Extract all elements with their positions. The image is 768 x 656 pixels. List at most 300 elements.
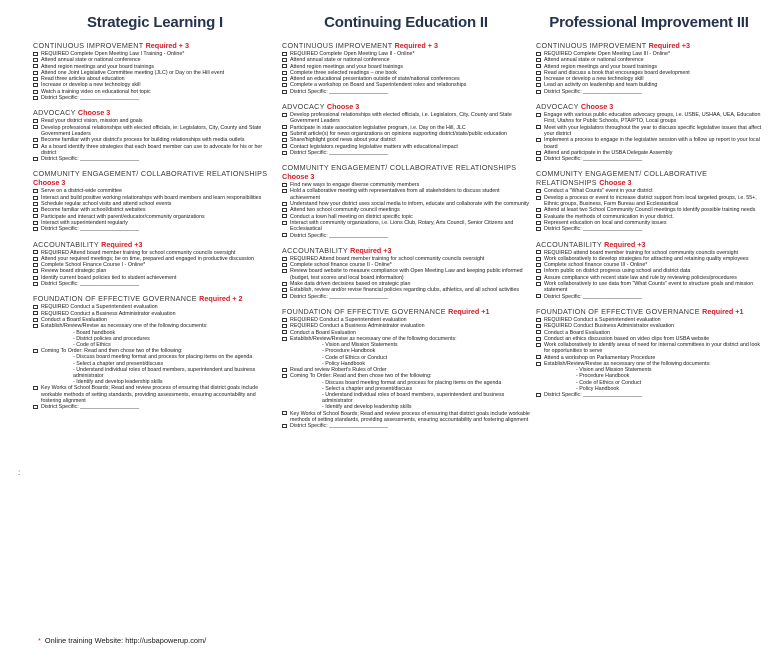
checkbox[interactable] xyxy=(33,250,38,254)
section xyxy=(536,169,762,232)
checklist-item-text: Find new ways to engage diverse community members xyxy=(290,182,420,189)
checkbox[interactable] xyxy=(282,125,287,129)
checklist-item-text: Share/highlight good news about your district xyxy=(290,137,396,144)
section-heading xyxy=(33,294,277,303)
checklist-item xyxy=(536,89,762,95)
section-heading xyxy=(282,102,530,111)
checkbox[interactable] xyxy=(536,208,541,212)
checkbox[interactable] xyxy=(282,282,287,286)
checklist-item-text: Attend your required meetings; be on time, prepared and engaged in productive discussion xyxy=(41,255,254,262)
section-requirement: Choose 3 xyxy=(33,178,66,188)
checklist-item-text: Establish/Review/Revise as necessary one of the following documents: xyxy=(544,360,711,367)
checklist-item-text: District Specific: ____________________ xyxy=(544,88,643,95)
checklist-item xyxy=(33,144,277,157)
checkbox[interactable] xyxy=(282,183,287,187)
checklist-item-text: District Specific: ____________________ xyxy=(290,423,389,430)
checklist-item-text: District Specific: ____________________ xyxy=(290,232,389,239)
checkbox[interactable] xyxy=(536,282,541,286)
checklist-item-text: Watch a training video on educational hot topic xyxy=(41,88,151,95)
checklist-item-text: Attend region meetings and your board trainings xyxy=(544,63,658,70)
checklist-item-text: Establish/Review/Revise as necessary one of the following documents: xyxy=(290,335,457,342)
checkbox[interactable] xyxy=(536,58,541,62)
checklist-item xyxy=(33,281,277,287)
checkbox[interactable] xyxy=(33,64,38,68)
checklist-subitem: - Code of Ethics or Conduct xyxy=(322,354,388,361)
checklist-item-text: Understand how your district uses social media to inform, educate and collaborate with the community xyxy=(290,201,530,208)
checkbox[interactable] xyxy=(33,386,38,390)
checklist-item-text: REQUIRED Conduct a Superintendent evaluation xyxy=(290,316,407,323)
checklist-item xyxy=(282,373,530,379)
checklist-item-text: Meet with your legislators throughout the year to discuss specific legislative issues that affect your district xyxy=(544,124,762,137)
checkbox[interactable] xyxy=(282,77,287,81)
checklist-item-text: Submit article(s) for news organizations on opinions supporting district/state/public education xyxy=(290,130,507,137)
checkbox[interactable] xyxy=(282,83,287,87)
checkbox[interactable] xyxy=(33,305,38,309)
section-requirement: Required + 3 xyxy=(394,41,438,50)
section-requirement: Required + 3 xyxy=(145,41,189,50)
checkbox[interactable] xyxy=(282,189,287,193)
checklist-item xyxy=(33,95,277,101)
checklist-item xyxy=(536,392,762,398)
checkbox[interactable] xyxy=(282,71,287,75)
checklist-item xyxy=(536,342,762,355)
checklist-item-text: Key Works of School Boards; Read and review process of ensuring that district goals include workable methods of setting standards, providing assessments, ensuring accountability and fostering alignment xyxy=(290,410,530,423)
checklist-item-text: Attend one Joint Legislative Committee meeting (JLC) or Day on the Hill event xyxy=(41,69,225,76)
section xyxy=(282,163,530,239)
section-heading xyxy=(33,240,277,249)
checkbox[interactable] xyxy=(282,424,287,428)
checkbox[interactable] xyxy=(282,411,287,415)
section-heading-text: CONTINUOUS IMPROVEMENT xyxy=(282,41,393,50)
checklist-item-text: Develop professional relationships with elected officials, ie: Legislators, City, County and State Government Leaders xyxy=(41,124,262,137)
checkbox[interactable] xyxy=(33,119,38,123)
checklist-item-text: District Specific: ____________________ xyxy=(41,281,140,288)
checkbox[interactable] xyxy=(282,52,287,56)
checklist-subitem: - Policy Handbook xyxy=(322,360,365,367)
checklist-item-text: Complete three selected readings – one book xyxy=(290,69,397,76)
checklist-item-text: As a board identify three strategies that each board member can use to advocate for his or her district xyxy=(41,143,263,156)
checklist-item-text: Establish, review and/or revise financial policies regarding clubs, athletics, and all school activities xyxy=(290,287,520,294)
checklist-item-text: Interact with community organizations, i.e. Lions Club, Rotary, Arts Council, Senior Citizens and Ecclesiastical xyxy=(290,219,514,233)
checkbox[interactable] xyxy=(536,196,541,200)
checklist-item xyxy=(282,233,530,239)
section xyxy=(536,240,762,300)
checklist-item-text: Complete a workshop on Board and Superintendent roles and relationships xyxy=(290,82,467,89)
checkbox[interactable] xyxy=(536,151,541,155)
section-requirement: Choose 3 xyxy=(580,102,614,112)
section xyxy=(282,41,530,95)
section-heading xyxy=(536,41,762,50)
checklist-item-text: Attend at least two School Community Council meetings to identify possible training needs xyxy=(544,207,756,214)
checklist-subitem: - Procedure Handbook xyxy=(322,348,376,355)
checkbox[interactable] xyxy=(282,214,287,218)
section-heading-text: COMMUNITY ENGAGEMENT/ COLLABORATIVE RELATIONSHIPS xyxy=(33,169,268,179)
footnote-star: * xyxy=(38,636,41,645)
checklist-subitem: - Understand individual roles of board members, superintendent and business administrator xyxy=(322,391,505,405)
checkbox[interactable] xyxy=(536,276,541,280)
checklist-item xyxy=(33,226,277,232)
checklist-item-text: Review board website to measure compliance with Open Meeting Law and keeping public informed (budget, test scores and local board information) xyxy=(290,268,523,281)
checklist-subitem: - Code of Ethics or Conduct xyxy=(576,379,642,386)
checkbox[interactable] xyxy=(33,157,38,161)
checkbox[interactable] xyxy=(536,263,541,267)
checklist-item-text: Attend annual state or national conference xyxy=(290,57,390,64)
checklist-item-text: Conduct a town hall meeting on district specific topic xyxy=(290,213,413,220)
checklist-item-text: Engage with various public education advocacy groups, i.e. USBE, USHAA, UEA, Education First, Utahns for Public Schools, PTA/PTO, Local groups xyxy=(544,112,761,125)
checklist-item-text: Make data driven decisions based on strategic plan xyxy=(290,281,411,288)
section xyxy=(536,102,762,162)
checkbox[interactable] xyxy=(536,250,541,254)
section-heading-text: ACCOUNTABILITY xyxy=(536,239,602,249)
checklist-item-text: Interact and build positive working relationships with board members and learn responsibilities xyxy=(41,194,262,201)
checkbox[interactable] xyxy=(536,189,541,193)
checkbox[interactable] xyxy=(536,393,541,397)
checkbox[interactable] xyxy=(282,269,287,273)
checklist-item-text: Attend annual state or national conference xyxy=(544,57,644,64)
checklist-item xyxy=(33,125,277,138)
section-requirement: Choose 3 xyxy=(282,172,315,182)
section-heading-text: COMMUNITY ENGAGEMENT/ COLLABORATIVE RELATIONSHIPS xyxy=(536,169,708,188)
section-heading-text: FOUNDATION OF EFFECTIVE GOVERNANCE xyxy=(282,306,446,316)
checkbox[interactable] xyxy=(33,96,38,100)
checkbox[interactable] xyxy=(33,257,38,261)
checkbox[interactable] xyxy=(282,90,287,94)
section-heading-text: COMMUNITY ENGAGEMENT/ COLLABORATIVE RELATIONSHIPS xyxy=(282,163,517,173)
section-requirement: Required +1 xyxy=(448,306,490,316)
checklist-item xyxy=(33,404,277,410)
checkbox[interactable] xyxy=(536,227,541,231)
section-requirement: Required +3 xyxy=(350,245,392,255)
checkbox[interactable] xyxy=(536,318,541,322)
checklist-item-text: REQUIRED Attend board member training for school community councils oversight xyxy=(41,249,236,256)
checklist-item xyxy=(282,336,530,342)
checkbox[interactable] xyxy=(282,64,287,68)
checkbox[interactable] xyxy=(536,343,541,347)
checkbox[interactable] xyxy=(282,374,287,378)
section-heading-text: FOUNDATION OF EFFECTIVE GOVERNANCE xyxy=(33,294,197,304)
checkbox[interactable] xyxy=(33,202,38,206)
checklist-item-text: Implement a process to engage in the legislative session with a follow up report to your local board xyxy=(544,137,760,150)
checklist-subitem: - Policy Handbook xyxy=(576,385,619,392)
column-professional-improvement xyxy=(536,8,762,405)
checklist-item xyxy=(536,137,762,150)
checkbox[interactable] xyxy=(282,58,287,62)
checkbox[interactable] xyxy=(33,324,38,328)
checkbox[interactable] xyxy=(282,202,287,206)
checkbox[interactable] xyxy=(33,52,38,56)
checklist-item-text: Attend two school community council meetings xyxy=(290,207,400,214)
section-heading-text: CONTINUOUS IMPROVEMENT xyxy=(33,41,144,50)
checklist-item-text: Work collaboratively to use data from "What Counts" event to structure goals and mission statement xyxy=(544,281,754,294)
checklist-item-text: Identify current board policies tied to student achievement xyxy=(41,274,177,281)
checklist-item-text: Participate in state association legislative program, i.e. Day on the Hill, JLC xyxy=(290,124,466,131)
checklist-item-text: Increase or develop a new technology skill xyxy=(41,82,141,89)
checkbox[interactable] xyxy=(282,151,287,155)
checklist-item-text: Conduct a Board Evaluation xyxy=(41,316,107,323)
checkbox[interactable] xyxy=(536,157,541,161)
checklist-item-text: Inform public on district progress using school and district data xyxy=(544,268,691,275)
section-heading-text: ACCOUNTABILITY xyxy=(282,245,348,255)
checklist-item xyxy=(536,156,762,162)
checkbox[interactable] xyxy=(282,368,287,372)
checklist-item-text: Read and discuss a book that encourages board development xyxy=(544,69,690,76)
checklist-subitem: - Discuss board meeting format and process for placing items on the agenda xyxy=(322,379,502,386)
checklist-item-text: Interact with superintendent regularly xyxy=(41,219,128,226)
checklist-subitem: - Procedure Handbook xyxy=(576,373,630,380)
checkbox[interactable] xyxy=(536,52,541,56)
checklist-item-text: Read your district vision, mission and goals xyxy=(41,118,143,125)
checklist-item-text: Complete school finance course II - Online* xyxy=(290,262,392,269)
checklist-item-text: Represent education on local and community issues xyxy=(544,219,667,226)
checklist-item-text: Attend region meetings and your board trainings xyxy=(290,63,404,70)
section-requirement: Choose 3 xyxy=(77,108,111,118)
checklist-item xyxy=(282,188,530,201)
section-heading-text: ADVOCACY xyxy=(536,102,579,112)
column-strategic-learning xyxy=(33,8,277,418)
section-heading-text: FOUNDATION OF EFFECTIVE GOVERNANCE xyxy=(536,306,700,316)
checkbox[interactable] xyxy=(282,257,287,261)
checkbox[interactable] xyxy=(282,221,287,225)
checklist-item-text: Read and review Robert's Rules of Order xyxy=(290,366,387,373)
section-requirement: Required +3 xyxy=(604,239,646,249)
checklist-item-text: District Specific: ____________________ xyxy=(41,95,140,102)
section-heading xyxy=(282,307,530,316)
section-heading xyxy=(282,41,530,50)
checklist-item-text: District Specific: ____________________ xyxy=(290,149,389,156)
checklist-item-text: Conduct a Board Evaluation xyxy=(290,329,356,336)
checklist-item-text: Attend an educational presentation outside of state/national conferences xyxy=(290,76,460,83)
checklist-subitem: - Board handbook xyxy=(73,329,116,336)
checkbox[interactable] xyxy=(33,311,38,315)
checkbox[interactable] xyxy=(33,263,38,267)
checklist-item-text: Schedule regular school visits and attend school events xyxy=(41,201,172,208)
checklist-item-text: Serve on a district-wide committee xyxy=(41,188,122,195)
checklist-item-text: Coming To Order: Read and then chose two of the following: xyxy=(41,348,183,355)
checkbox[interactable] xyxy=(33,58,38,62)
checkbox[interactable] xyxy=(282,144,287,148)
checklist-item xyxy=(282,220,530,233)
checkbox[interactable] xyxy=(536,64,541,68)
section-heading xyxy=(536,102,762,111)
checkbox[interactable] xyxy=(282,337,287,341)
checkbox[interactable] xyxy=(33,221,38,225)
checkbox[interactable] xyxy=(536,337,541,341)
checklist-item xyxy=(282,268,530,281)
checklist-item-text: District Specific: ____________________ xyxy=(290,293,389,300)
checkbox[interactable] xyxy=(282,324,287,328)
checklist-item xyxy=(282,294,530,300)
checklist-item-text: REQUIRED attend board member training for school community councils oversight xyxy=(544,249,739,256)
checkbox[interactable] xyxy=(33,196,38,200)
section-heading-text: ADVOCACY xyxy=(33,108,76,118)
section xyxy=(536,41,762,95)
checkbox[interactable] xyxy=(33,144,38,148)
section-heading xyxy=(33,169,277,187)
checklist-item-text: Hold a collaborative meeting with representatives from all stakeholders to discuss student achievement xyxy=(290,188,500,201)
checklist-subitem: - Code of Ethics xyxy=(73,341,111,348)
checkbox[interactable] xyxy=(536,362,541,366)
checkbox[interactable] xyxy=(282,294,287,298)
checklist-item-text: District Specific: ____________________ xyxy=(41,226,140,233)
section xyxy=(33,169,277,232)
checkbox[interactable] xyxy=(536,125,541,129)
checkbox[interactable] xyxy=(33,125,38,129)
checkbox[interactable] xyxy=(282,288,287,292)
checklist-item-text: Key Works of School Boards; Read and review process of ensuring that district goals include workable methods of setting standards, providing assessments, ensuring accountability and fostering alignment xyxy=(41,385,259,405)
checkbox[interactable] xyxy=(536,221,541,225)
checklist-item-text: District Specific: ____________________ xyxy=(41,404,140,411)
checklist-item xyxy=(536,226,762,232)
checkbox[interactable] xyxy=(33,138,38,142)
checklist-item xyxy=(536,195,762,208)
checklist-item xyxy=(536,112,762,125)
section-requirement: Required + 2 xyxy=(199,294,243,304)
checkbox[interactable] xyxy=(33,208,38,212)
section xyxy=(536,307,762,398)
checklist-item-text: Become familiar with school/district websites xyxy=(41,207,146,214)
checklist-item-text: Lead an activity on leadership and team building xyxy=(544,82,658,89)
checklist-item-text: District Specific: ____________________ xyxy=(544,293,643,300)
checkbox[interactable] xyxy=(33,189,38,193)
checklist-item xyxy=(282,411,530,424)
footnote xyxy=(38,636,206,645)
section-requirement: Required +1 xyxy=(702,306,744,316)
checkbox[interactable] xyxy=(536,355,541,359)
checkbox[interactable] xyxy=(33,71,38,75)
checklist-item-text: Participate and interact with parent/educator/community organizations xyxy=(41,213,205,220)
checkbox[interactable] xyxy=(282,330,287,334)
checklist-item-text: Attend a workshop on Parliamentary Procedure xyxy=(544,354,656,361)
checklist-item-text: District Specific: ____________________ xyxy=(290,88,389,95)
checklist-subitem: - Vision and Mission Statements xyxy=(322,342,398,349)
checkbox[interactable] xyxy=(282,138,287,142)
checkbox[interactable] xyxy=(536,257,541,261)
section xyxy=(33,294,277,410)
checklist-item-text: Develop professional relationships with elected officials, i.e. Legislators, City, County and State Government Leaders xyxy=(290,112,512,125)
checkbox[interactable] xyxy=(536,330,541,334)
checklist-item-text: Complete school finance course III - Online* xyxy=(544,262,648,269)
checklist-item-text: Attend region meetings and your board trainings xyxy=(41,63,155,70)
section xyxy=(282,246,530,300)
checklist-item-text: REQUIRED Complete Open Meeting Law II - Online* xyxy=(290,51,415,57)
checklist-item xyxy=(536,125,762,138)
checkbox[interactable] xyxy=(536,90,541,94)
section-heading xyxy=(33,41,277,50)
checklist-subitem: - District policies and procedures xyxy=(73,335,150,342)
checklist-subitem: - Vision and Mission Statements xyxy=(576,367,652,374)
checkbox[interactable] xyxy=(282,208,287,212)
section-heading xyxy=(536,307,762,316)
checkbox[interactable] xyxy=(33,282,38,286)
section-heading-text: ADVOCACY xyxy=(282,102,325,112)
section-heading-text: ACCOUNTABILITY xyxy=(33,239,99,249)
checklist-item-text: Become familiar with your district's process for building relationships with media outlets xyxy=(41,137,245,144)
checklist-subitem: - Understand individual roles of board members, superintendent and business administrator xyxy=(73,366,256,380)
checklist-item xyxy=(282,423,530,429)
checkbox[interactable] xyxy=(33,269,38,273)
checklist-item xyxy=(33,385,277,404)
checklist-item-text: Conduct an ethics discussion based on video clips from USBA website xyxy=(544,335,710,342)
checklist-item xyxy=(33,156,277,162)
checklist-subitem: - Discuss board meeting format and process for placing items on the agenda xyxy=(73,354,253,361)
checkbox[interactable] xyxy=(33,83,38,87)
checkbox[interactable] xyxy=(33,227,38,231)
section-requirement: Required +3 xyxy=(101,239,143,249)
checklist-subitem: - Identify and develop leadership skills xyxy=(73,379,163,386)
checkbox[interactable] xyxy=(536,83,541,87)
checklist-item-text: District Specific: ____________________ xyxy=(544,226,643,233)
section xyxy=(33,108,277,162)
checklist-subitem: - Select a chapter and present/discuss xyxy=(73,360,164,367)
checklist-item xyxy=(282,150,530,156)
section xyxy=(33,41,277,101)
checklist-item-text: REQUIRED Conduct a Superintendent evaluation xyxy=(41,304,158,311)
checklist-item-text: Complete School Finance Course I - Online* xyxy=(41,262,146,269)
column-title: Continuing Education II xyxy=(324,14,488,31)
checklist-item-text: Conduct a "What Counts" event in your district xyxy=(544,188,653,195)
checklist-item-text: Assure compliance with recent state law and rule by reviewing policies/procedures xyxy=(544,274,737,281)
section-heading xyxy=(282,246,530,255)
section-heading xyxy=(282,163,530,181)
checkbox[interactable] xyxy=(536,269,541,273)
checkbox[interactable] xyxy=(33,349,38,353)
checkbox[interactable] xyxy=(282,113,287,117)
checklist-item xyxy=(536,281,762,294)
checklist-item xyxy=(33,323,277,329)
checkbox[interactable] xyxy=(33,318,38,322)
checkbox[interactable] xyxy=(536,294,541,298)
checklist-item-text: REQUIRED Conduct a Superintendent evaluation xyxy=(544,316,661,323)
checkbox[interactable] xyxy=(282,318,287,322)
checklist-item-text: District Specific: ____________________ xyxy=(544,392,643,399)
checkbox[interactable] xyxy=(33,405,38,409)
checklist-item-text: Conduct a Board Evaluation xyxy=(544,329,610,336)
checklist-item-text: REQUIRED Attend board member training for school community councils oversight xyxy=(290,255,485,262)
checklist-item-text: District Specific: ____________________ xyxy=(544,156,643,163)
section-requirement: Choose 3 xyxy=(326,102,360,112)
checkbox[interactable] xyxy=(536,214,541,218)
section-requirement: Choose 3 xyxy=(599,178,632,188)
checkbox[interactable] xyxy=(536,77,541,81)
checklist-item-text: Attend annual state or national conference xyxy=(41,57,141,64)
checkbox[interactable] xyxy=(536,138,541,142)
checkbox[interactable] xyxy=(33,77,38,81)
checkbox[interactable] xyxy=(282,263,287,267)
section-heading xyxy=(33,108,277,117)
checklist-item-text: Develop a process or event to increase district support from local targeted groups, i.e. 55+, Ethnic groups, Business, Farm Bureau and Ecclesiastical xyxy=(544,194,757,208)
checkbox[interactable] xyxy=(282,132,287,136)
section xyxy=(282,307,530,430)
checkbox[interactable] xyxy=(33,276,38,280)
checkbox[interactable] xyxy=(33,214,38,218)
checkbox[interactable] xyxy=(282,233,287,237)
checklist-item-text: REQUIRED Conduct Business Administrator evaluation xyxy=(544,323,675,330)
section xyxy=(282,102,530,156)
checklist-item-text: Review board strategic plan xyxy=(41,268,107,275)
checkbox[interactable] xyxy=(536,324,541,328)
checklist-item-text: Work collaboratively to identify areas of need for internal committees in your district and look for opportunities to serve xyxy=(544,342,760,355)
column-continuing-education xyxy=(282,8,530,436)
checklist-item-text: Establish/Review/Revise as necessary one of the following documents: xyxy=(41,323,208,330)
checkbox[interactable] xyxy=(536,113,541,117)
checklist-item-text: Evaluate the methods of communication in your district. xyxy=(544,213,674,220)
checkbox[interactable] xyxy=(33,90,38,94)
checklist-item xyxy=(536,294,762,300)
checklist-item-text: REQUIRED Conduct a Business Administrator evaluation xyxy=(290,323,425,330)
checkbox[interactable] xyxy=(536,71,541,75)
checklist-item xyxy=(282,112,530,125)
checklist-item-text: Coming To Order: Read and then chose two of the following: xyxy=(290,373,432,380)
